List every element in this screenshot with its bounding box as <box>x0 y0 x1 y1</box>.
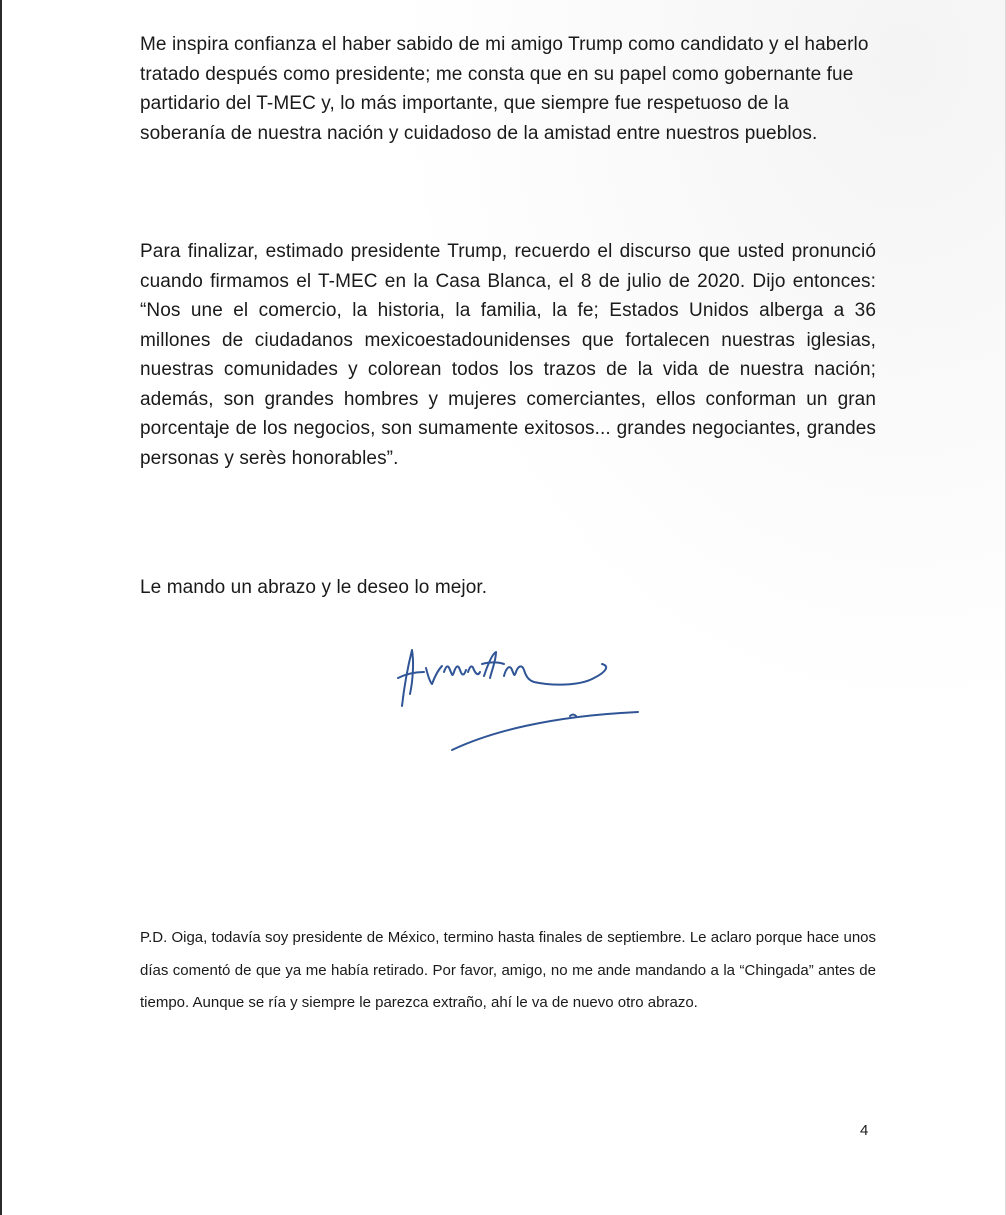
handwritten-signature <box>380 628 650 758</box>
paper-background <box>2 0 1006 1215</box>
closing-line: Le mando un abrazo y le deseo lo mejor. <box>140 577 488 598</box>
page-number: 4 <box>860 1122 869 1139</box>
postscript: P.D. Oiga, todavía soy presidente de México, termino hasta finales de septiembre. Le aclaro porque hace unos días comentó de que ya me había retirado. Por favor, amigo, no me ande mandando a la “Chingada” antes de tiempo. Aunque se ría y siempre le parezca extraño, ahí le va de nuevo otro abrazo. <box>140 929 876 1011</box>
page-edge <box>0 0 2 1215</box>
body-paragraph-1: Me inspira confianza el haber sabido de mi amigo Trump como candidato y el haberlo tratado después como presidente; me consta que en su papel como gobernante fue partidario del T-MEC y, lo más importante, que siempre fue respetuoso de la soberanía de nuestra nación y cuidadoso de la amistad entre nuestros pueblos. <box>140 34 869 144</box>
body-paragraph-2: Para finalizar, estimado presidente Trump, recuerdo el discurso que usted pronunció cuando firmamos el T-MEC en la Casa Blanca, el 8 de julio de 2020. Dijo entonces: “Nos une el comercio, la historia, la familia, la fe; Estados Unidos alberga a 36 millones de ciudadanos mexicoestadounidenses que fortalecen nuestras iglesias, nuestras comunidades y colorean todos los trazos de la vida de nuestra nación; además, son grandes hombres y mujeres comerciantes, ellos conforman un gran porcentaje de los negocios, son sumamente exitosos... grandes negociantes, grandes personas y serès honorables”. <box>140 241 876 469</box>
